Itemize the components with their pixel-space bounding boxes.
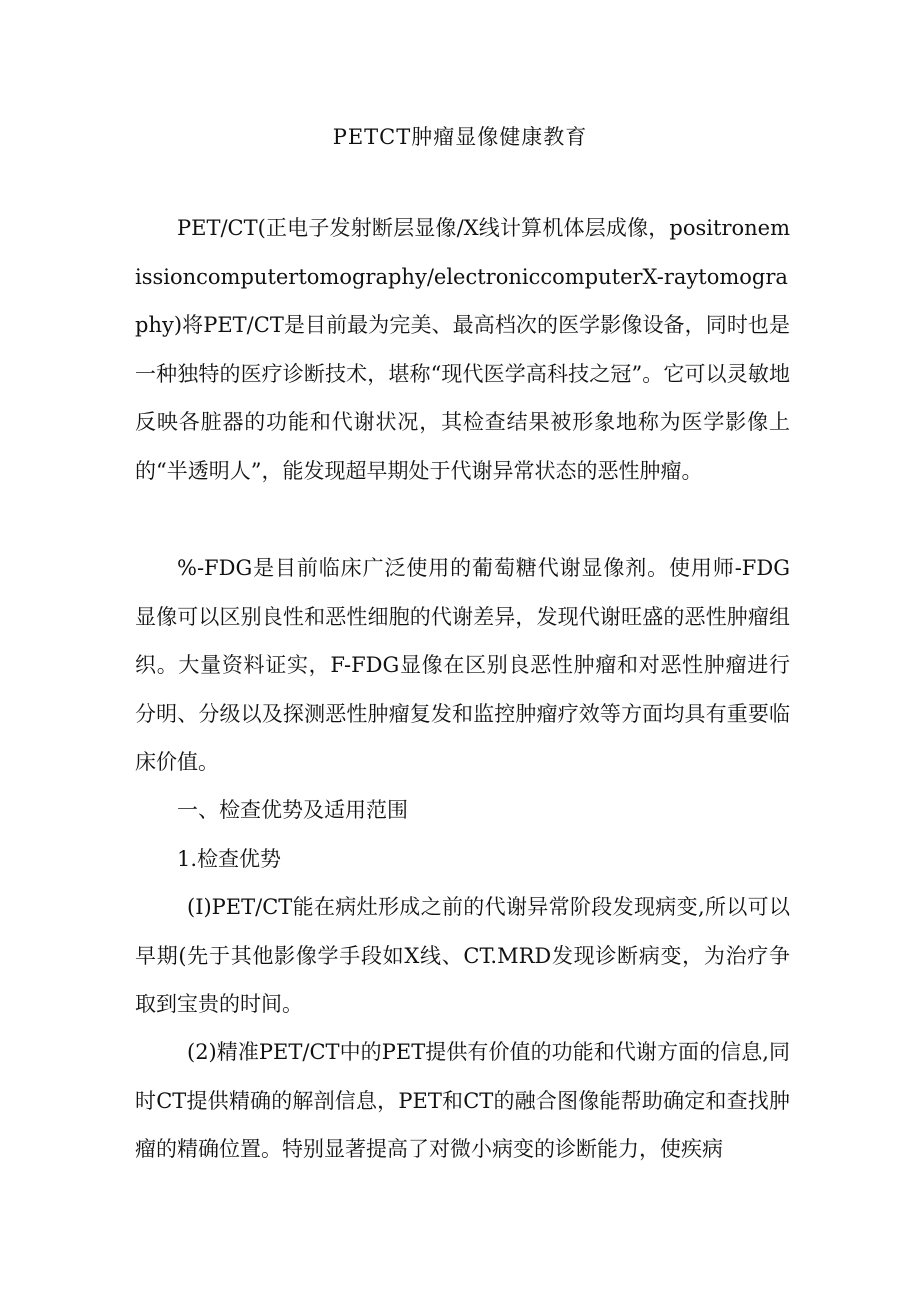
section-heading: 一、检查优势及适用范围 (177, 798, 408, 822)
fdg-paragraph: %-FDG是目前临床广泛使用的葡萄糖代谢显像剂。使用师-FDG显像可以区别良性和恶性细胞的代谢差异，发现代谢旺盛的恶性肿瘤组织。大量资料证实，F-FDG显像在区别良恶性肿瘤和对恶性肿瘤进行分明、分级以及探测恶性肿瘤复发和监控肿瘤疗效等方面均具有重要临床价值。 (135, 556, 790, 774)
document-title: PETCT肿瘤显像健康教育 (332, 125, 588, 149)
advantage-1-paragraph: (I)PET/CT能在病灶形成之前的代谢异常阶段发现病变,所以可以早期(先于其他影像学手段如X线、CT.MRD发现诊断病变，为治疗争取到宝贵的时间。 (135, 895, 790, 1016)
subsection-heading: 1.检查优势 (177, 847, 282, 871)
advantage-2-paragraph: (2)精准PET/CT中的PET提供有价值的功能和代谢方面的信息,同时CT提供精确的解剖信息，PET和CT的融合图像能帮助确定和查找肿瘤的精确位置。特别显著提高了对微小病变的诊断能力，使疾病 (135, 1040, 790, 1161)
intro-paragraph: PET/CT(正电子发射断层显像/X线计算机体层成像，positronemissioncomputertomography/electroniccomputerX-raytomography)将PET/CT是目前最为完美、最高档次的医学影像设备，同时也是一种独特的医疗诊断技术，堪称“现代医学高科技之冠”。它可以灵敏地反映各脏器的功能和代谢状况，其检查结果被形象地称为医学影像上的“半透明人”，能发现超早期处于代谢异常状态的恶性肿瘤。 (135, 216, 790, 483)
